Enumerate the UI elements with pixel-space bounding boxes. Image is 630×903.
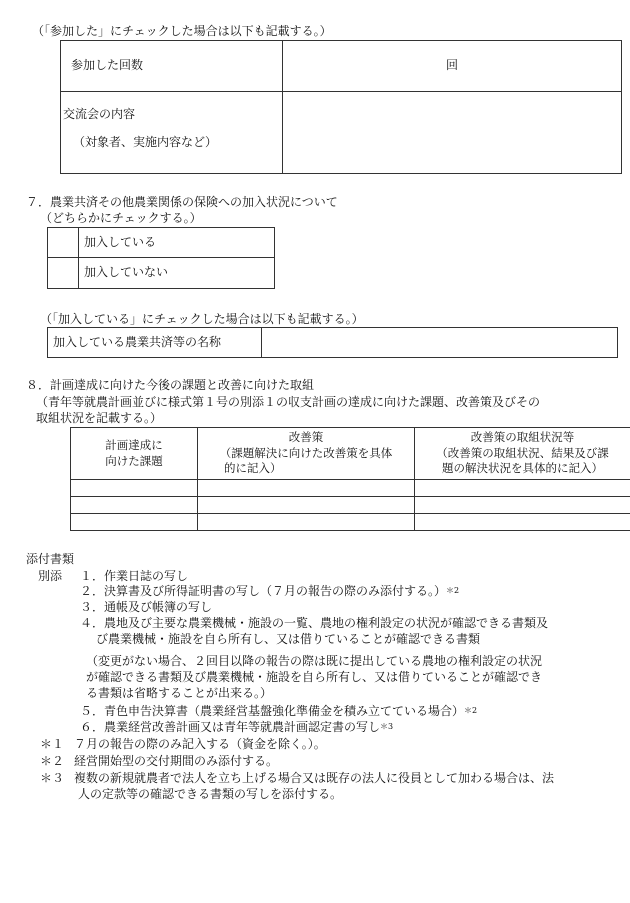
measure-cell[interactable] <box>198 480 415 497</box>
issue-cell[interactable] <box>71 514 198 531</box>
note-2-text: 経営開始型の交付期間のみ添付する。 <box>74 754 279 768</box>
note-3-text: 複数の新規就農者で法人を立ち上げる場合又は既存の法人に役員として加わる場合は、法 <box>74 771 555 785</box>
issues-table <box>70 427 630 531</box>
attachment-item-4-cont: び農業機械・施設を自ら所有し、又は借りていることが確認できる書類 <box>96 632 481 646</box>
col-status-line3: 題の解決状況を具体的に記入） <box>442 461 603 476</box>
note-3-mark: ＊３ <box>40 771 65 785</box>
checkbox-not-joined[interactable] <box>48 258 79 289</box>
col-status-line2: （改善策の取組状況、結果及び課 <box>436 445 609 460</box>
content-value-cell[interactable] <box>283 92 622 174</box>
times-value-cell[interactable] <box>283 41 622 92</box>
option-not-joined: 加入していない <box>84 265 169 280</box>
attachment-item-5-text: ５．青色申告決算書（農業経営基盤強化準備金を積み立てている場合） <box>80 704 465 718</box>
note-1-mark: ＊１ <box>40 737 65 751</box>
measure-cell[interactable] <box>198 514 415 531</box>
col-status-header <box>415 428 630 480</box>
col-measure-line3: 的に記入） <box>224 461 282 476</box>
col-issue-header <box>71 428 198 480</box>
table-row <box>71 497 630 514</box>
attachment-item-2-mark: ＊2 <box>446 586 460 595</box>
attachment-item-4-note3: る書類は省略することが出来る。） <box>86 686 273 700</box>
checkbox-joined[interactable] <box>48 228 79 258</box>
attachment-item-2-text: ２．決算書及び所得証明書の写し（７月の報告の際のみ添付する。） <box>80 584 447 598</box>
col-measure-header <box>198 428 415 480</box>
attachment-item-2 <box>80 584 459 600</box>
times-label-cell <box>61 41 283 92</box>
issue-cell[interactable] <box>71 480 198 497</box>
times-unit: 回 <box>445 58 458 73</box>
option-joined-cell <box>79 228 275 258</box>
option-not-joined-cell <box>79 258 275 289</box>
note-2-mark: ＊２ <box>40 754 65 768</box>
note-3-cont: 人の定款等の確認できる書類の写しを添付する。 <box>78 787 343 801</box>
insurance-name-table <box>47 327 618 358</box>
insurance-name-input[interactable] <box>262 328 618 358</box>
option-joined: 加入している <box>84 234 157 249</box>
attachment-item-6-text: ６．農業経営改善計画又は青年等就農計画認定書の写し <box>80 720 381 734</box>
sec8-desc-line2: 取組状況を記載する。） <box>36 411 163 425</box>
note-2 <box>40 754 278 770</box>
insurance-check-table <box>47 227 275 289</box>
status-cell[interactable] <box>415 497 630 514</box>
insurance-name-label: 加入している農業共済等の名称 <box>53 334 222 349</box>
attachment-item-6 <box>80 720 393 736</box>
col-measure-line2: （課題解決に向けた改善策を具体 <box>219 445 393 460</box>
attachment-item-5-mark: ＊2 <box>464 706 478 715</box>
attachment-item-1: １．作業日誌の写し <box>80 569 189 583</box>
note-3 <box>40 771 554 787</box>
sec7-heading: ７．農業共済その他農業関係の保険への加入状況について <box>26 195 338 209</box>
attachment-item-4-note1: （変更がない場合、２回目以降の報告の際は既に提出している農地の権利設定の状況 <box>86 654 543 668</box>
content-sub: （対象者、実施内容など） <box>73 134 218 149</box>
times-label: 参加した回数 <box>71 58 144 73</box>
status-cell[interactable] <box>415 514 630 531</box>
attachments-heading: 添付書類 <box>26 552 75 566</box>
content-label: 交流会の内容 <box>63 106 136 121</box>
col-status-line1: 改善策の取組状況等 <box>470 430 575 445</box>
sec8-heading: ８．計画達成に向けた今後の課題と改善に向けた取組 <box>26 378 315 392</box>
table-row <box>71 514 630 531</box>
table-row <box>71 480 630 497</box>
sec8-desc-line1: （青年等就農計画並びに様式第１号の別添１の収支計画の達成に向けた課題、改善策及びその <box>36 395 541 409</box>
note-1-text: ７月の報告の際のみ記入する（資金を除く。）。 <box>74 737 326 751</box>
note-1 <box>40 737 326 753</box>
col-issue-line2: 向けた課題 <box>105 453 163 468</box>
insurance-name-label-cell <box>48 328 262 358</box>
attachment-item-3: ３．通帳及び帳簿の写し <box>80 600 213 614</box>
col-issue-line1: 計画達成に <box>105 437 163 452</box>
sec6-note: （「参加した」にチェックした場合は以下も記載する。） <box>32 24 332 38</box>
col-measure-line1: 改善策 <box>288 430 324 445</box>
attachment-item-4-note2: が確認できる書類及び農業機械・施設を自ら所有し、又は借りていることが確認でき <box>86 670 543 684</box>
exchange-table <box>60 40 622 174</box>
measure-cell[interactable] <box>198 497 415 514</box>
attachment-item-4: ４．農地及び主要な農業機械・施設の一覧、農地の権利設定の状況が確認できる書類及 <box>80 616 549 630</box>
attachments-prefix: 別添 <box>38 569 63 583</box>
status-cell[interactable] <box>415 480 630 497</box>
attachment-item-5 <box>80 704 477 720</box>
sec7-instruction: （どちらかにチェックする。） <box>40 211 202 225</box>
content-label-cell <box>61 92 283 174</box>
attachment-item-6-mark: ＊3 <box>380 722 394 731</box>
sec7-note: （「加入している」にチェックした場合は以下も記載する。） <box>40 312 364 326</box>
issue-cell[interactable] <box>71 497 198 514</box>
